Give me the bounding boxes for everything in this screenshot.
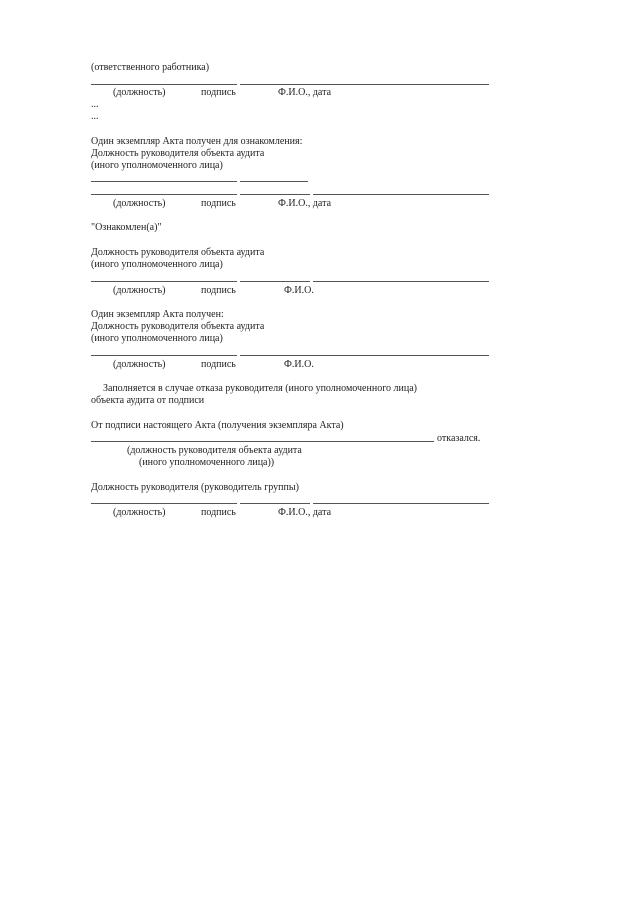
- refusal-sub-label: (должность руководителя объекта аудита: [127, 445, 302, 456]
- name-date-line: [313, 194, 489, 195]
- name-line: [313, 281, 489, 282]
- authorized-person-text: (иного уполномоченного лица): [91, 160, 223, 171]
- name-label: Ф.И.О.: [284, 359, 314, 370]
- position-label: (должность): [113, 359, 166, 370]
- position-line: [91, 194, 237, 195]
- copy-for-review-text: Один экземпляр Акта получен для ознакомления:: [91, 136, 303, 147]
- name-date-label: Ф.И.О., дата: [278, 507, 332, 518]
- ellipsis: ...: [91, 111, 99, 122]
- name-label: Ф.И.О.: [284, 285, 314, 296]
- position-line: [91, 281, 237, 282]
- ellipsis: ...: [91, 99, 99, 110]
- head-position-text: Должность руководителя объекта аудита: [91, 148, 265, 159]
- signature-label: подпись: [201, 285, 236, 296]
- refusal-note-cont: объекта аудита от подписи: [91, 395, 205, 406]
- signature-line: [240, 181, 308, 182]
- position-line: [91, 503, 237, 504]
- name-date-label: Ф.И.О., дата: [278, 87, 332, 98]
- signature-line: [240, 194, 310, 195]
- leader-position-text: Должность руководителя (руководитель группы): [91, 482, 299, 493]
- refusal-intro: От подписи настоящего Акта (получения экземпляра Акта): [91, 420, 344, 431]
- signature-line: [240, 503, 310, 504]
- refusal-sub-label-cont: (иного уполномоченного лица)): [139, 457, 275, 468]
- signature-name-line: [240, 355, 489, 356]
- signature-label: подпись: [201, 87, 236, 98]
- head-position-text: Должность руководителя объекта аудита: [91, 321, 265, 332]
- header-caption: (ответственного работника): [91, 62, 210, 73]
- signature-line: [240, 281, 310, 282]
- position-line: [91, 84, 237, 85]
- position-label: (должность): [113, 285, 166, 296]
- head-position-text: Должность руководителя объекта аудита: [91, 247, 265, 258]
- position-line: [91, 181, 237, 182]
- name-date-label: Ф.И.О., дата: [278, 198, 332, 209]
- authorized-person-text: (иного уполномоченного лица): [91, 259, 223, 270]
- position-label: (должность): [113, 507, 166, 518]
- signature-label: подпись: [201, 359, 236, 370]
- copy-received-text: Один экземпляр Акта получен:: [91, 309, 224, 320]
- position-label: (должность): [113, 198, 166, 209]
- position-line: [91, 355, 237, 356]
- position-label: (должность): [113, 87, 166, 98]
- signature-label: подпись: [201, 507, 236, 518]
- authorized-person-text: (иного уполномоченного лица): [91, 333, 223, 344]
- name-date-line: [313, 503, 489, 504]
- refusal-note: Заполняется в случае отказа руководителя (иного уполномоченного лица): [103, 383, 418, 394]
- refusal-line: [91, 441, 434, 442]
- signature-name-line: [240, 84, 489, 85]
- acknowledged-text: "Ознакомлен(а)": [91, 222, 162, 233]
- refused-text: отказался.: [437, 433, 481, 444]
- signature-label: подпись: [201, 198, 236, 209]
